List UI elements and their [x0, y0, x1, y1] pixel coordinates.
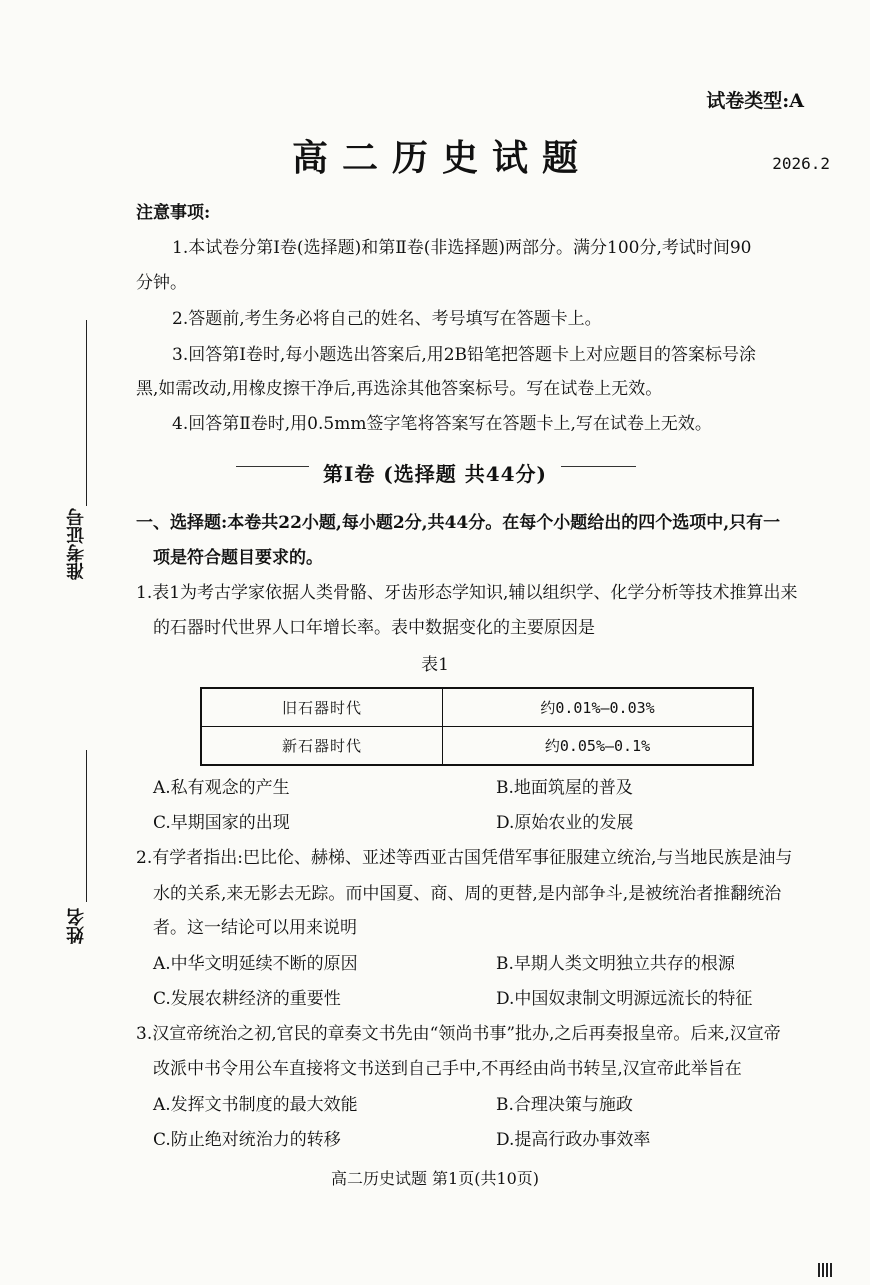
q1-option-d: D.原始农业的发展 [496, 813, 634, 833]
name-line [86, 750, 87, 902]
exam-date: 2026.2 [772, 154, 830, 173]
part1-line-2: 项是符合题目要求的。 [153, 548, 323, 568]
table-cell: 旧石器时代 [201, 688, 443, 727]
q3-option-c: C.防止绝对统治力的转移 [153, 1130, 341, 1150]
exam-id-line [86, 320, 87, 506]
table-cell: 约0.05%—0.1% [443, 727, 754, 766]
q2-stem-line-1: 2.有学者指出:巴比伦、赫梯、亚述等西亚古国凭借军事征服建立统治,与当地民族是油与 [136, 848, 793, 868]
q2-option-c: C.发展农耕经济的重要性 [153, 989, 341, 1009]
paper-type: 试卷类型:A [706, 90, 804, 112]
name-label: 姓名 [66, 908, 87, 944]
q3-option-a: A.发挥文书制度的最大效能 [153, 1095, 358, 1115]
notice-item-1-line-1: 1.本试卷分第Ⅰ卷(选择题)和第Ⅱ卷(非选择题)两部分。满分100分,考试时间90 [172, 238, 752, 258]
q3-option-b: B.合理决策与施政 [496, 1095, 633, 1115]
q1-table-caption: 表1 [421, 655, 449, 675]
q2-option-a: A.中华文明延续不断的原因 [153, 954, 358, 974]
q2-stem-line-2: 水的关系,来无影去无踪。而中国夏、商、周的更替,是内部争斗,是被统治者推翻统治 [153, 884, 782, 904]
q3-stem-line-2: 改派中书令用公车直接将文书送到自己手中,不再经由尚书转呈,汉宣帝此举旨在 [153, 1059, 742, 1079]
table-cell: 约0.01%—0.03% [443, 688, 754, 727]
table-row [201, 727, 753, 766]
q1-table [200, 687, 754, 766]
q3-stem-line-1: 3.汉宣帝统治之初,官民的章奏文书先由“领尚书事”批办,之后再奏报皇帝。后来,汉宣帝 [136, 1024, 781, 1044]
q2-stem-line-3: 者。这一结论可以用来说明 [153, 918, 357, 938]
q1-stem-line-2: 的石器时代世界人口年增长率。表中数据变化的主要原因是 [153, 618, 595, 638]
qr-code-icon [818, 1263, 832, 1277]
section-heading-text: 第Ⅰ卷 (选择题 共44分) [309, 462, 561, 486]
table-cell: 新石器时代 [201, 727, 443, 766]
page-footer: 高二历史试题 第1页(共10页) [330, 1169, 540, 1188]
q2-option-d: D.中国奴隶制文明源远流长的特征 [496, 989, 753, 1009]
table-row [201, 688, 753, 727]
exam-id-label: 准考证号 [66, 508, 87, 580]
q2-option-b: B.早期人类文明独立共存的根源 [496, 954, 735, 974]
notice-item-4: 4.回答第Ⅱ卷时,用0.5mm签字笔将答案写在答题卡上,写在试卷上无效。 [172, 414, 712, 434]
notice-item-2: 2.答题前,考生务必将自己的姓名、考号填写在答题卡上。 [172, 309, 602, 329]
notice-item-3-line-2: 黑,如需改动,用橡皮擦干净后,再选涂其他答案标号。写在试卷上无效。 [136, 379, 663, 399]
q1-stem-line-1: 1.表1为考古学家依据人类骨骼、牙齿形态学知识,辅以组织学、化学分析等技术推算出来 [136, 583, 798, 603]
notice-heading: 注意事项: [136, 203, 211, 223]
page-title: 高二历史试题 [291, 137, 592, 179]
q1-option-b: B.地面筑屋的普及 [496, 778, 633, 798]
q1-option-c: C.早期国家的出现 [153, 813, 290, 833]
section-heading [0, 458, 870, 487]
q1-option-a: A.私有观念的产生 [153, 778, 290, 798]
notice-item-1-line-2: 分钟。 [136, 273, 187, 293]
q3-option-d: D.提高行政办事效率 [496, 1130, 651, 1150]
notice-item-3-line-1: 3.回答第Ⅰ卷时,每小题选出答案后,用2B铅笔把答题卡上对应题目的答案标号涂 [172, 345, 757, 365]
part1-line-1: 一、选择题:本卷共22小题,每小题2分,共44分。在每个小题给出的四个选项中,只有一 [136, 513, 781, 533]
